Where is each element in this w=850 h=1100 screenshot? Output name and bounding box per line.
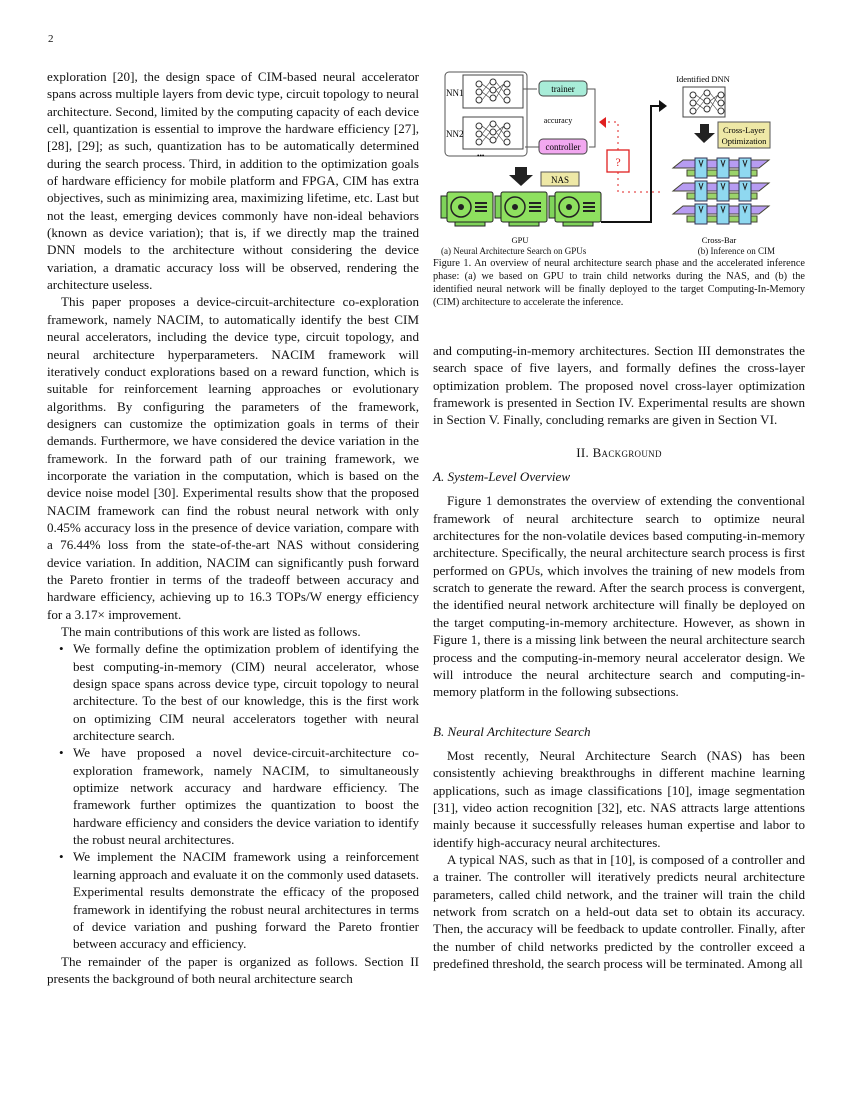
trainer-label: trainer	[551, 84, 575, 94]
paragraph: A typical NAS, such as that in [10], is composed of a controller and a trainer. The controller will iteratively predicts neural architecture parameters, called child network, and the trainer will train the child network from scratch on a held-out data set to obtain its accuracy. Then, the accuracy will be feedback to update controller. Finally, after the number of child networks predicted by the controller exceed a predefined threshold, the search process will be terminated. Among all	[433, 851, 805, 971]
paragraph: The main contributions of this work are listed as follows.	[61, 624, 361, 639]
section-number: II.	[576, 444, 593, 460]
right-column	[433, 342, 805, 972]
subsection-heading: A. System-Level Overview	[433, 469, 571, 485]
paragraph: This paper proposes a device-circuit-architecture co-exploration framework, namely NACIM, to automatically identify the best CIM neural accelerators, including the device type, circuit topology, and neural architecture hyperparameters. NACIM framework will iteratively conduct explorations based on a reward function, which is suitable for reinforcement learning approaches or evolutionary algorithms. By configuring the parameters of the framework, designers can customize the optimization goals in terms of their demands. Furthermore, we have considered the device variation in the framework. In the forward path of our training framework, we incorporate the variation in the computation, which is based on the device noise model [30]. Experimental results show that the proposed NACIM framework can find the robust neural network with only 0.45% accuracy loss in the presence of device variation, compare with a 76.44% loss from the state-of-the-art NAS without considering device variation. In addition, NACIM can significantly push forward the Pareto frontier in terms of the tradeoff between accuracy and hardware efficiency, achieving up to 16.3 TOPs/W energy efficiency for a 3.17× improvement.	[47, 294, 419, 622]
nn2-label: NN2	[446, 129, 464, 139]
identified-dnn-label: Identified DNN	[676, 74, 730, 84]
figure-1	[433, 62, 805, 309]
gpu-label: GPU	[511, 235, 529, 245]
paragraph: exploration [20], the design space of CIM-based neural accelerator spans across multiple layers from devic type, circuit topology to neural architecture. Second, limited by the computing capacity of each device cell, quantization is essential to improve the hardware efficiency [27], [28], [29]; as such, quantization has to be automatically determined during the search process. Third, in addition to the optimization goals of hardware efficiency for mobile platform and FPGA, CIM has extra objectives, such as minimizing area, maximizing lifetime, etc. Last but not the least, emerging devices commonly have non-ideal behaviors (known as device variation); that is, if we directly map the trained DNN models to the architecture without considering the device variation, a dramatic accuracy loss will be observed, rendering the architecture useless.	[47, 69, 419, 293]
section-heading	[433, 444, 805, 461]
list-item: • We implement the NACIM framework using a reinforcement learning approach and evaluate it on the commonly used datasets. Experimental results demonstrate the efficacy of the proposed framework in identifying the robust neural architectures in terms of device variation and pushing forward the Pareto frontier between accuracy and efficiency.	[73, 848, 419, 952]
figure-diagram	[433, 62, 805, 252]
subsection-heading: B. Neural Architecture Search	[433, 723, 591, 739]
list-item: • We have proposed a novel device-circuit-architecture co-exploration framework, namely NACIM, to simultaneously optimize network accuracy and hardware efficiency. The framework further optimizes the quantization to boost the hardware efficiency and considers the device variation to identify the robust neural architectures.	[73, 744, 419, 848]
paragraph: and computing-in-memory architectures. Section III demonstrates the search space of five layers, and formally defines the cross-layer optimization problem. The proposed novel cross-layer optimization framework is presented in Section IV. Experimental results are shown in Section V. Finally, concluding remarks are given in Section VI.	[433, 343, 805, 428]
figure-caption: Figure 1. An overview of neural architecture search phase and the accelerated inference phase: (a) we based on GPU to train child networks during the NAS, and (b) the identified neural network will be finally deployed to the target Computing-In-Memory (CIM) architecture to accelerate the inference.	[433, 258, 805, 308]
cross-layer-label-1: Cross-Layer	[722, 125, 766, 135]
nas-label: NAS	[550, 175, 570, 185]
controller-label: controller	[545, 142, 581, 152]
nn1-label: NN1	[446, 88, 464, 98]
subcaption-a: (a) Neural Architecture Search on GPUs	[441, 246, 587, 256]
paragraph: Most recently, Neural Architecture Search (NAS) has been consistently achieving breakthroughs in different machine learning applications, such as image classifications [10], image segmentation [31], video action recognition [32], etc. NAS attracts large attentions mainly because it successfully releases human expertise and labor to identify high-accuracy neural architectures.	[433, 747, 805, 850]
section-title: Background	[592, 444, 662, 460]
subcaption-b: (b) Inference on CIM	[697, 246, 775, 256]
paragraph: The remainder of the paper is organized as follows. Section II presents the background of both neural architecture search	[47, 953, 419, 986]
missing-link-question: ?	[615, 155, 621, 169]
contributions-list	[47, 640, 419, 952]
accuracy-label: accuracy	[543, 116, 573, 125]
cross-layer-label-2: Optimization	[721, 136, 767, 146]
left-column	[47, 68, 419, 987]
crossbar-label: Cross-Bar	[701, 235, 737, 245]
paragraph: Figure 1 demonstrates the overview of extending the conventional framework of neural architecture search to optimize neural architectures for the non-volatile devices based computing-in-memory architecture. Specifically, the neural architecture search process is first performed on GPUs, which involves the training of new models from scratch to generate the reward. After the search process is convergent, the identified neural network architecture will finally be deployed on the target computing-in-memory architecture. However, as shown in Figure 1, there is a missing link between the neural architecture search process and the computing-in-memory neural accelerator design. We will introduce the neural architecture search and computing-in-memory platform in the following subsections.	[433, 493, 805, 700]
page-number: 2	[48, 33, 54, 45]
more-networks-dots: •••	[477, 152, 485, 160]
list-item: • We formally define the optimization problem of identifying the best computing-in-memory (CIM) neural accelerator, whose design space spans across device type, circuit topology to neural architecture. To the best of our knowledge, this is the first work on optimizing CIM neural accelerators together with neural architecture search.	[73, 640, 419, 744]
